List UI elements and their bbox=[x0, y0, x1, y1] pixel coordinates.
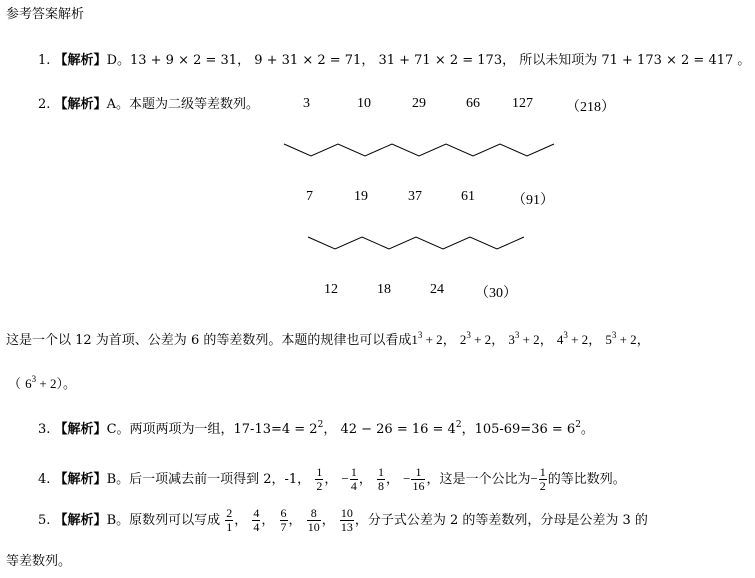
difference-zigzag-1 bbox=[284, 143, 556, 157]
fraction: $\frac{4}{4}$ bbox=[253, 506, 260, 534]
fraction: $\frac{8}{10}$ bbox=[307, 506, 320, 534]
fraction: $\frac{6}{7}$ bbox=[280, 506, 287, 534]
sequence-1-term: 127 bbox=[512, 96, 533, 111]
analysis-tag: 【解析】 bbox=[54, 472, 107, 487]
question-4: 4. 【解析】B。后一项减去前一项得到 2，-1， $\frac{1}{2}$ ， − $\frac{1}{4}$ ， $\frac{1}{8}$ ， − $\frac{1}{16}$ ，这是一个公比为− $\frac{1}{2}$ 的等比数列。 bbox=[38, 465, 626, 493]
sequence-2-term: 37 bbox=[408, 189, 422, 204]
fraction: $\frac{10}{13}$ bbox=[340, 506, 353, 534]
sequence-2-term: 7 bbox=[306, 189, 313, 204]
question-2 bbox=[38, 96, 259, 114]
sequence-1-term: （218） bbox=[566, 100, 615, 115]
question-5: 5. 【解析】B。原数列可以写成 $\frac{2}{1}$ ， $\frac{4}{4}$ ， $\frac{6}{7}$ ， $\frac{8}{10}$ ， $\frac{10}{13}$ ，分子式公差为 2 的等差数列，分母是公差为 3 的 bbox=[38, 506, 648, 534]
analysis-tag: 【解析】 bbox=[54, 97, 107, 112]
question-5-continued: 等差数列。 bbox=[6, 554, 72, 569]
sequence-explanation: 这是一个以 12 为首项、公差为 6 的等差数列。本题的规律也可以看成$1^3 + 2$， $2^3 + 2$， $3^3 + 2$， $4^3 + 2$， $5^3 + 2$， bbox=[6, 330, 650, 348]
sequence-2-term: 61 bbox=[461, 189, 475, 204]
sequence-2-term: 19 bbox=[354, 189, 368, 204]
sequence-2-term: （91） bbox=[512, 193, 554, 208]
question-number: 5. bbox=[38, 513, 51, 528]
difference-zigzag-2 bbox=[308, 236, 526, 250]
sequence-3-term: 24 bbox=[430, 282, 444, 297]
answer-text: A。本题为二级等差数列。 bbox=[106, 97, 259, 112]
question-1 bbox=[38, 52, 750, 70]
page-title: 参考答案解析 bbox=[6, 7, 85, 22]
fraction: $\frac{1}{16}$ bbox=[412, 465, 425, 493]
question-3: 3. 【解析】C。两项两项为一组，$17-13=4 = 2^2$， $42 - 26 = 16 = 4^2$，$105-69=36 = 6^2$。 bbox=[38, 420, 594, 437]
sequence-3-term: 18 bbox=[377, 282, 391, 297]
question-number: 1. bbox=[38, 53, 51, 68]
question-number: 3. bbox=[38, 422, 51, 437]
sequence-1-term: 66 bbox=[466, 96, 480, 111]
analysis-tag: 【解析】 bbox=[54, 53, 107, 68]
answer-text: D。13 + 9 × 2 = 31， 9 + 31 × 2 = 71， 31 + 71 × 2 = 173， 所以未知项为 71 + 173 × 2 = 417 。 bbox=[106, 53, 751, 68]
analysis-tag: 【解析】 bbox=[54, 513, 107, 528]
sequence-3-term: （30） bbox=[475, 286, 517, 301]
analysis-tag: 【解析】 bbox=[54, 422, 107, 437]
sequence-1-term: 10 bbox=[357, 96, 371, 111]
fraction: $\frac{1}{2}$ bbox=[539, 465, 546, 493]
sequence-1-term: 3 bbox=[303, 96, 310, 111]
fraction: $\frac{1}{8}$ bbox=[377, 465, 384, 493]
sequence-1-term: 29 bbox=[412, 96, 426, 111]
question-number: 4. bbox=[38, 472, 51, 487]
fraction: $\frac{2}{1}$ bbox=[226, 506, 233, 534]
sequence-explanation-continued: （ $6^3 + 2$）。 bbox=[8, 374, 77, 392]
sequence-3-term: 12 bbox=[324, 282, 338, 297]
question-number: 2. bbox=[38, 97, 51, 112]
fraction: $\frac{1}{4}$ bbox=[350, 465, 357, 493]
fraction: $\frac{1}{2}$ bbox=[316, 465, 323, 493]
